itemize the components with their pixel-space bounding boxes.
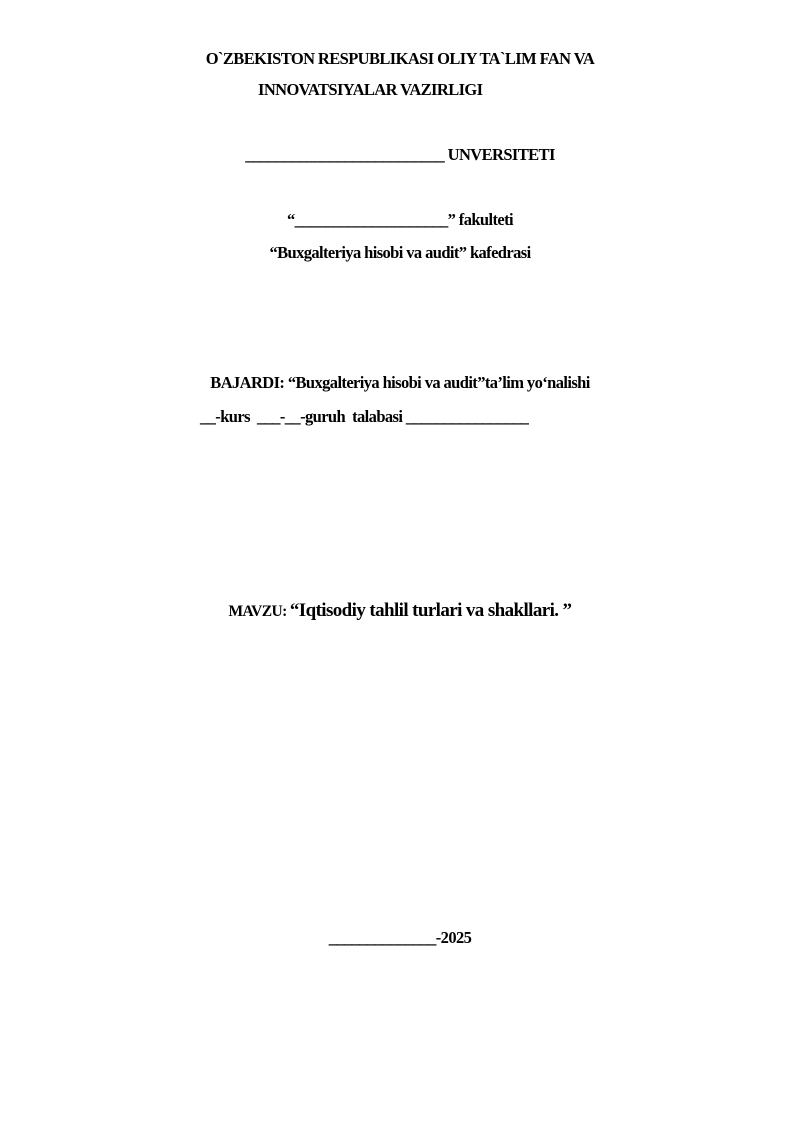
bajardi-line: BAJARDI: “Buxgalteriya hisobi va audit”ta’lim yo‘nalishi bbox=[210, 373, 590, 392]
department-line: “Buxgalteriya hisobi va audit” kafedrasi bbox=[269, 243, 531, 262]
course-group-line: __-kurs ___-__-guruh talabasi ________________ bbox=[200, 407, 529, 426]
university-line: __________________________ UNVERSITETI bbox=[245, 145, 555, 164]
topic-label: MAVZU: bbox=[228, 603, 290, 620]
ministry-line-2: INNOVATSIYALAR VAZIRLIGI bbox=[258, 80, 483, 99]
topic-line bbox=[0, 601, 800, 620]
topic-title: “Iqtisodiy tahlil turlari va shakllari. ” bbox=[289, 600, 572, 621]
year-line: ______________-2025 bbox=[328, 928, 472, 947]
ministry-line-1: O`ZBEKISTON RESPUBLIKASI OLIY TA`LIM FAN VA bbox=[205, 49, 595, 68]
faculty-line: “____________________” fakulteti bbox=[286, 210, 513, 229]
